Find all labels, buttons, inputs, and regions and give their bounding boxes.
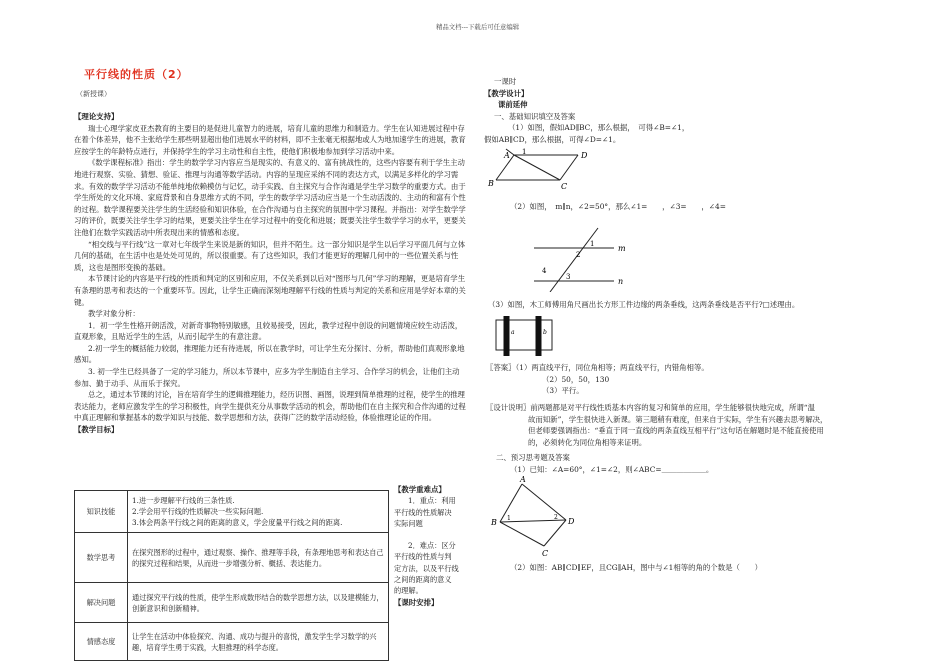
- schedule-heading: 【课时安排】: [394, 597, 439, 607]
- theory-paragraph: 瑞士心理学家皮亚杰教育的主要目的是促进儿童智力的进展，培育儿童的思维力和制造力。学生在认知进展过程中存在着个体差异，他不主张给学生那些明显超出他们进展水平的材料，即不主张毫无根据地或人为地加速学生的进展，教育应按学生的年龄特点进行，并保持学生的学习主动性和自主性，使他们积极地参加到学习活动中来。: [74, 123, 466, 156]
- label-line-a: a: [511, 329, 515, 336]
- design-heading: 【教学设计】: [484, 88, 529, 98]
- design-note: [486, 402, 884, 448]
- header-note: 精品文档---下载后可任意编辑: [436, 23, 520, 31]
- label-d: D: [581, 151, 588, 160]
- goals-table: [74, 490, 389, 661]
- label-angle-2: 2: [576, 251, 581, 259]
- label-angle-1: 1: [522, 148, 527, 156]
- label-angle-3: 3: [566, 273, 571, 281]
- label-n: n: [618, 277, 624, 286]
- design-note-line: 的，必须转化为同位角相等来证明。: [528, 437, 647, 447]
- key-point-line: 2．难点：区分: [408, 541, 456, 551]
- preview-question-2: （2）如图：AB∥CD∥EF，且CG∥AH，图中与∠1相等的角的个数是（ ）: [510, 563, 763, 572]
- design-note-line: 但老师要强调指出：“垂直于同一直线的两条直线互相平行”这句话在解题时是不能直接使用: [528, 426, 824, 436]
- theory-paragraph: 本节课讨论的内容是平行线的性质和判定的区别和应用，不仅关系到以后对“图形与几何”学习的理解，更是培育学生有条理的思考和表达的一个重要环节。因此，让学生正确而深刻地理解平行线的性质与判定的关系和应用是学好本章的关键。: [74, 274, 466, 307]
- goal-key: 数学思考: [75, 533, 128, 583]
- part2-heading: 二、预习思考题及答案: [496, 453, 570, 462]
- question-1b: 假如AB∥CD，那么根据，可得∠D=∠1。: [484, 134, 621, 144]
- label-angle-4: 4: [542, 267, 547, 275]
- key-point-line: 1．重点：利用: [408, 496, 456, 506]
- goal-value: 让学生在活动中体验探究、沟通、成功与提升的喜悦，激发学生学习数学的兴趣，培育学生勇于实践，大胆推理的科学态度。: [128, 623, 389, 661]
- table-row: [75, 583, 389, 623]
- key-point-line: 平行线的性质解决: [394, 507, 452, 517]
- table-row: [75, 491, 389, 533]
- analysis-item: 2.初一学生的概括能力较弱，推理能力还有待进展，所以在教学时，可让学生充分探讨、分析，帮助他们真观形象地感知。: [74, 343, 465, 365]
- label-b: B: [491, 518, 497, 527]
- right-column: [484, 77, 884, 146]
- theory-heading: 【理论支持】: [74, 112, 119, 121]
- key-point-line: 实际问题: [394, 518, 423, 528]
- goal-value: 在探究图形的过程中，通过观察、操作、推理等手段，有条理地思考和表达自己的探究过程和结果，从而进一步增强分析、概括、表达能力。: [128, 533, 389, 583]
- figure-workpiece: [492, 316, 562, 356]
- theory-paragraph: 《数学课程标准》指出：学生的数学学习内容应当是现实的、有意义的、富有挑战性的，这些内容要有利于学生主动地进行观察、实验、猜想、验证、推理与沟通等数学活动。内容的呈现应采纳不同的表达方式，以满足多样化的学习需求。有效的数学学习活动不能单纯地依赖模仿与记忆，动手实践、自主探究与合作沟通是学生学习数学的重要方式。由于学生所处的文化环境、家庭背景和自身思维方式的不同，学生的数学学习活动应当是一个生动活泼的、主动的和富有个性的过程。数学课程要关注学生的生活经验和知识体验，在合作沟通与自主探究的氛围中学习课程。并指出：对学生数学学习的评价，既要关注学生学习的结果，更要关注学生在学习过程中的变化和进展；既要关注学生数学学习的水平，更要关注他们在数学实践活动中所表现出来的情感和态度。: [74, 158, 466, 237]
- design-note-line: 〖设计说明〗前两题都是对平行线性质基本内容的复习和简单的应用，学生能够很快地完成，所谓“温: [486, 403, 815, 412]
- question-3: （3）如图，木工师傅用角尺画出长方形工件边缘的两条垂线，这两条垂线是否平行?□述理由。: [488, 300, 800, 309]
- table-row: [75, 533, 389, 583]
- summary-paragraph: 总之，通过本节课的讨论，旨在培育学生的逻辑推理能力，经历识图、画图，说理到简单推理的过程，使学生的推理表达能力，老师应激发学生的学习积极性，向学生提供充分从事数学活动的机会，帮助他们在自主探究和合作沟通的过程中真正理解和掌握基本的数学知识与技能、数学思想和方法，获得广泛的数学活动经验，体验推理论证的作用。: [74, 390, 466, 423]
- label-angle-1: 1: [507, 515, 511, 522]
- key-point-line: 平行线的性质与判: [394, 552, 452, 562]
- answer-line: 〖答案〗（1）两直线平行，同位角相等；两直线平行，内错角相等。: [486, 363, 709, 372]
- label-m: m: [618, 244, 626, 253]
- label-a: A: [504, 151, 510, 160]
- goal-key: 解决问题: [75, 583, 128, 623]
- lesson-type: （新授课）: [76, 90, 111, 98]
- label-c: C: [561, 182, 568, 191]
- analysis-item: 1．初一学生性格开朗活泼，对新奇事物特别敏感，且较易接受，因此，教学过程中创设的问题情境应较生动活泼，直观形象，且贴近学生的生活，从而引起学生的有意注意。: [74, 320, 463, 342]
- answer-line: （2）50，50，130: [542, 374, 610, 384]
- goal-value: 1.进一步理解平行线的三条性质. 2.学会用平行线的性质解决一些实际问题. 3.体会两条平行线之间的距离的意义，学会度量平行线之间的距离.: [128, 491, 389, 533]
- preview-heading: 课前延伸: [498, 100, 528, 110]
- question-1a: （1）如图，假如AD∥BC，那么根据， 可得∠B=∠1，: [508, 123, 690, 133]
- label-a: A: [520, 475, 526, 484]
- figure-quadrilateral: [488, 474, 588, 560]
- answer-block: [486, 362, 876, 397]
- goal-key: 情感态度: [75, 623, 128, 661]
- answer-line: （3）平行。: [542, 386, 584, 396]
- figure-parallel-lines: [528, 226, 628, 292]
- key-points-panel: [394, 484, 468, 608]
- label-angle-2: 2: [554, 514, 558, 521]
- analysis-heading: 教学对象分析：: [88, 309, 140, 319]
- page-title: 平行线的性质（2）: [84, 68, 189, 81]
- goal-value: 通过探究平行线的性质，使学生形成数形结合的数学思想方法，以及建模能力，创新意识和创新精神。: [128, 583, 389, 623]
- design-note-line: 故而知新”，学生很快进入新课。第三题稍有难度，但来自于实际，学生有兴趣去思考解决，: [528, 414, 828, 424]
- question-2: （2）如图， m∥n，∠2=50°，那么∠1= ，∠3= ，∠4=: [510, 202, 726, 211]
- key-point-line: 之间的距离的意义: [394, 575, 452, 585]
- label-line-b: b: [543, 329, 547, 336]
- preview-question-1: （1）已知：∠A=60°，∠1=∠2，则∠ABC=＿＿＿＿＿＿。: [510, 465, 714, 474]
- label-b: B: [488, 179, 494, 188]
- key-point-line: [394, 529, 468, 540]
- left-column: [74, 111, 466, 436]
- key-point-line: 的理解。: [394, 586, 423, 596]
- part1-heading: 一、基础知识填空及答案: [494, 111, 576, 121]
- label-angle-1: 1: [590, 240, 595, 248]
- table-row: [75, 623, 389, 661]
- figure-parallelogram: [486, 146, 616, 192]
- theory-paragraph: “相交线与平行线”这一章对七年级学生来说是新的知识，但并不陌生。这一部分知识是学生以后学习平面几何与立体几何的基础，在生活中也是处处可见的，所以很重要。有了这些知识，我们才能更好的理解几何中的一些位置关系与性质，这也是图形变换的基础。: [74, 239, 466, 272]
- label-c: C: [542, 549, 549, 558]
- goal-key: 知识技能: [75, 491, 128, 533]
- key-points-heading: 【教学重难点】: [394, 485, 446, 494]
- analysis-item: 3. 初一学生已经具备了一定的学习能力，所以本节课中，应多为学生制造自主学习、合作学习的机会，让他们主动参加、勤于动手、从而乐于探究。: [74, 367, 460, 388]
- key-point-line: 定方法，以及平行线: [394, 563, 459, 573]
- period-count: 一课时: [494, 77, 517, 86]
- goals-heading: 【教学目标】: [74, 425, 119, 435]
- label-d: D: [568, 517, 575, 526]
